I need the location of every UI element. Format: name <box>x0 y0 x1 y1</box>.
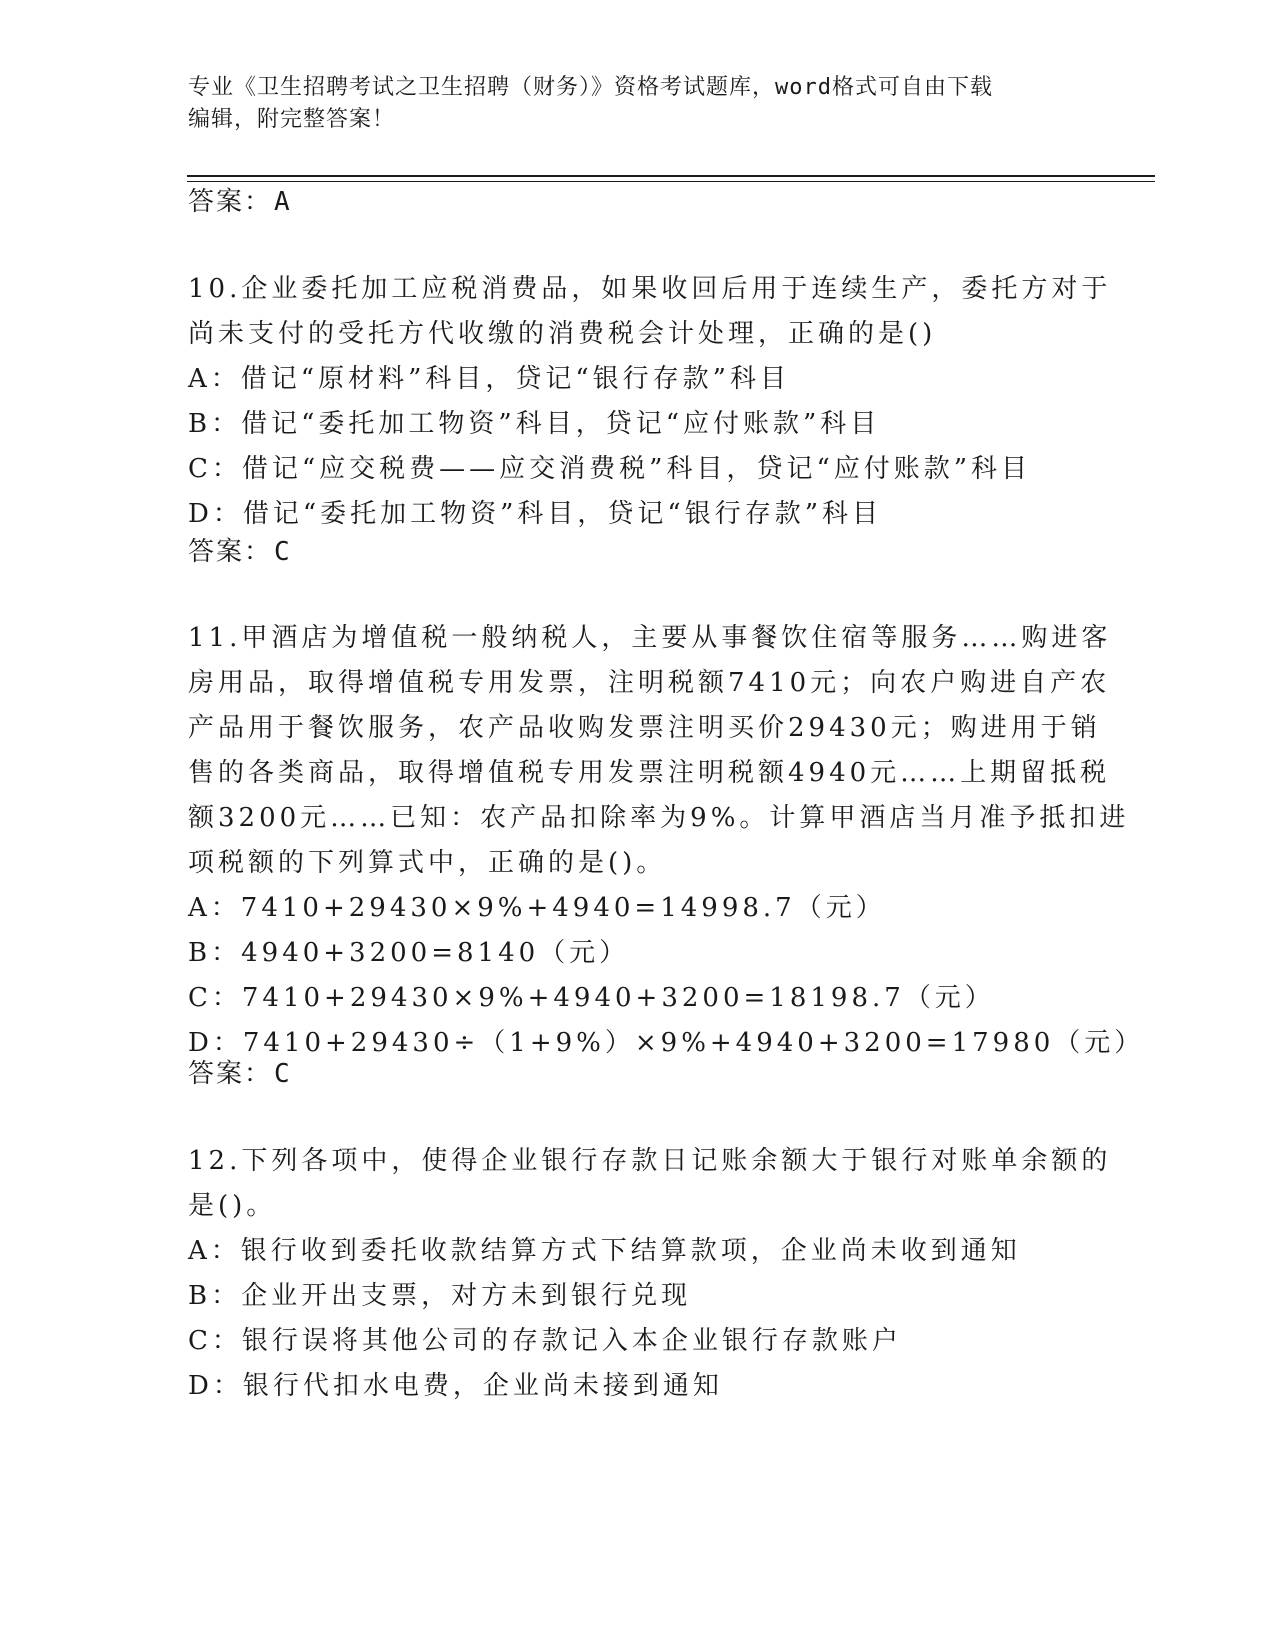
answer-label: 答案： <box>188 1059 273 1089</box>
option-c: C：银行误将其他公司的存款记入本企业银行存款账户 <box>188 1326 902 1356</box>
header-divider-thin <box>187 181 1155 182</box>
question-11-answer <box>188 1052 292 1097</box>
answer-value: C <box>274 537 292 567</box>
option-d: D：银行代扣水电费，企业尚未接到通知 <box>188 1371 723 1401</box>
question-stem-line: 项税额的下列算式中，正确的是()。 <box>188 848 667 878</box>
header-line-1: 专业《卫生招聘考试之卫生招聘（财务）》资格考试题库，word格式可自由下载 <box>188 75 993 100</box>
document-header <box>188 72 1068 136</box>
option-b: B：借记“委托加工物资”科目，贷记“应付账款”科目 <box>188 409 881 439</box>
option-c: C：7410+29430×9%+4940+3200=18198.7（元） <box>188 983 995 1013</box>
question-stem-line: 是()。 <box>188 1191 277 1221</box>
option-b: B：企业开出支票，对方未到银行兑现 <box>188 1281 692 1311</box>
question-stem-line: 10.企业委托加工应税消费品，如果收回后用于连续生产，委托方对于 <box>188 274 1112 304</box>
answer-label: 答案： <box>188 187 273 217</box>
answer-label: 答案： <box>188 537 273 567</box>
option-d: D：借记“委托加工物资”科目，贷记“银行存款”科目 <box>188 499 883 529</box>
question-11 <box>188 616 1145 1066</box>
question-stem-line: 11.甲酒店为增值税一般纳税人，主要从事餐饮住宿等服务……购进客 <box>188 623 1112 653</box>
option-c: C：借记“应交税费——应交消费税”科目，贷记“应付账款”科目 <box>188 454 1032 484</box>
header-divider-thick <box>187 175 1155 177</box>
option-b: B：4940+3200=8140（元） <box>188 938 630 968</box>
answer-value: A <box>274 187 292 217</box>
question-stem-line: 尚未支付的受托方代收缴的消费税会计处理，正确的是() <box>188 319 937 349</box>
option-a: A：借记“原材料”科目，贷记“银行存款”科目 <box>188 364 790 394</box>
question-stem-line: 12.下列各项中，使得企业银行存款日记账余额大于银行对账单余额的 <box>188 1146 1112 1176</box>
option-d: D：7410+29430÷（1+9%）×9%+4940+3200=17980（元） <box>188 1028 1145 1058</box>
option-a: A：银行收到委托收款结算方式下结算款项，企业尚未收到通知 <box>188 1236 1021 1266</box>
question-12 <box>188 1139 1112 1409</box>
option-a: A：7410+29430×9%+4940=14998.7（元） <box>188 893 886 923</box>
question-10-answer <box>188 530 292 575</box>
header-line-2: 编辑，附完整答案！ <box>188 107 396 132</box>
question-stem-line: 房用品，取得增值税专用发票，注明税额7410元；向农户购进自产农 <box>188 668 1111 698</box>
previous-answer <box>188 180 292 225</box>
question-10 <box>188 267 1112 537</box>
answer-value: C <box>274 1059 292 1089</box>
question-stem-line: 售的各类商品，取得增值税专用发票注明税额4940元……上期留抵税 <box>188 758 1111 788</box>
question-stem-line: 额3200元……已知：农产品扣除率为9%。计算甲酒店当月准予抵扣进 <box>188 803 1130 833</box>
question-stem-line: 产品用于餐饮服务，农产品收购发票注明买价29430元；购进用于销 <box>188 713 1101 743</box>
